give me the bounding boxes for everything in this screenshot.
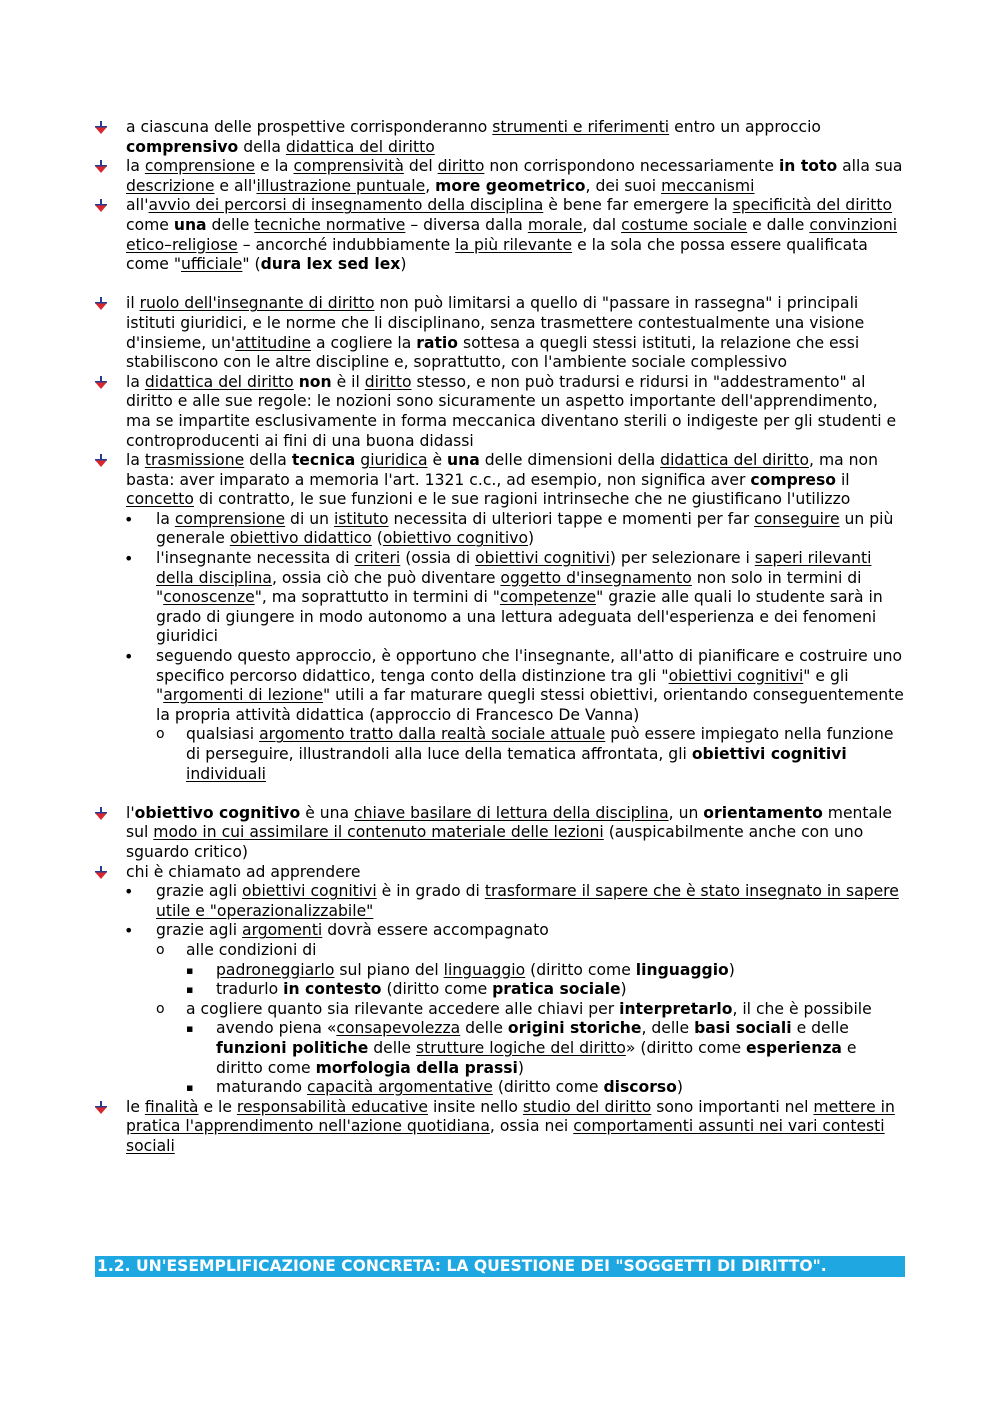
list-item: la trasmissione della tecnica giuridica è una delle dimensioni della didattica del diritto, ma non basta: aver imparato a memoria l'art. 1321 c.c., ad esempio, non significa aver compreso il concetto di contratto, le sue funzioni e le sue ragioni intrinseche che ne giustificano l'utilizzo bbox=[0, 451, 1000, 510]
list-item: • grazie agli obiettivi cognitivi è in grado di trasformare il sapere che è stato insegnato in sapere utile e "operazionalizzabile" bbox=[124, 882, 899, 920]
list-item: ▪ maturando capacità argomentative (diritto come discorso) bbox=[186, 1078, 683, 1097]
list-item: • la comprensione di un istituto necessita di ulteriori tappe e momenti per far conseguire un più generale obiettivo didattico (obiettivo cognitivo) bbox=[124, 509, 894, 548]
list-item: la comprensione e la comprensività del diritto non corrispondono necessariamente in toto alla sua descrizione e all'illustrazione puntuale, more geometrico, dei suoi meccanismi bbox=[0, 157, 1000, 196]
list-item: ▪ tradurlo in contesto (diritto come pratica sociale) bbox=[186, 980, 627, 999]
down-arrow-bullet-icon bbox=[95, 121, 107, 134]
list-item: chi è chiamato ad apprendere bbox=[0, 863, 1000, 883]
section-heading: 1.2. UN'ESEMPLIFICAZIONE CONCRETA: LA QUESTIONE DEI "SOGGETTI DI DIRITTO". bbox=[95, 1256, 905, 1277]
list-item: ▪ padroneggiarlo sul piano del linguaggio (diritto come linguaggio) bbox=[186, 960, 735, 979]
list-item: l'obiettivo cognitivo è una chiave basilare di lettura della disciplina, un orientamento mentale sul modo in cui assimilare il contenuto materiale delle lezioni (auspicabilmente anche con uno sguardo critico) bbox=[0, 804, 1000, 863]
down-arrow-bullet-icon bbox=[95, 1101, 107, 1114]
bullet-square: ▪ bbox=[186, 1022, 194, 1036]
down-arrow-bullet-icon bbox=[95, 160, 107, 173]
bullet-circle: o bbox=[156, 1000, 165, 1017]
list-item: o a cogliere quanto sia rilevante accedere alle chiavi per interpretarlo, il che è possibile bbox=[156, 999, 872, 1018]
bullet-dot: • bbox=[124, 549, 134, 569]
bullet-dot: • bbox=[124, 882, 134, 902]
list-item: a ciascuna delle prospettive corrisponderanno strumenti e riferimenti entro un approccio comprensivo della didattica del diritto bbox=[0, 118, 1000, 157]
down-arrow-bullet-icon bbox=[95, 454, 107, 467]
down-arrow-bullet-icon bbox=[95, 376, 107, 389]
list-item: il ruolo dell'insegnante di diritto non può limitarsi a quello di "passare in rassegna" i principali istituti giuridici, e le norme che li disciplinano, senza trasmettere contestualmente una visione d'insieme, un'attitudine a cogliere la ratio sottesa a quegli stessi istituti, la relazione che essi stabiliscono con le altre discipline e, soprattutto, con l'ambiente sociale complessivo bbox=[0, 294, 1000, 372]
list-item: le finalità e le responsabilità educative insite nello studio del diritto sono importanti nel mettere in pratica l'apprendimento nell'azione quotidiana, ossia nei comportamenti assunti nei vari contesti sociali bbox=[0, 1098, 1000, 1157]
down-arrow-bullet-icon bbox=[95, 866, 107, 879]
list-item: all'avvio dei percorsi di insegnamento della disciplina è bene far emergere la specificità del diritto come una delle tecniche normative – diversa dalla morale, dal costume sociale e dalle convinzioni etico–religiose – ancorché indubbiamente la più rilevante e la sola che possa essere qualificata come "ufficiale" (dura lex sed lex) bbox=[0, 196, 1000, 274]
down-arrow-bullet-icon bbox=[95, 199, 107, 212]
down-arrow-bullet-icon bbox=[95, 297, 107, 310]
bullet-square: ▪ bbox=[186, 963, 194, 977]
bullet-dot: • bbox=[124, 647, 134, 667]
list-item: la didattica del diritto non è il diritto stesso, e non può tradursi e ridursi in "addestramento" al diritto e alle sue regole: le nozioni sono sicuramente un aspetto importante dell'apprendimento, ma se impartite esclusivamente in forma meccanica diventano sterili o indigeste per gli studenti e controproducenti ai fini di una buona didassi bbox=[0, 373, 1000, 451]
list-item: ▪ avendo piena «consapevolezza delle origini storiche, delle basi sociali e delle funzioni politiche delle strutture logiche del diritto» (diritto come esperienza e diritto come morfologia della prassi) bbox=[186, 1019, 857, 1077]
bullet-square: ▪ bbox=[186, 983, 194, 997]
bullet-circle: o bbox=[156, 941, 165, 958]
down-arrow-bullet-icon bbox=[95, 807, 107, 820]
bullet-square: ▪ bbox=[186, 1081, 194, 1095]
bullet-circle: o bbox=[156, 726, 165, 743]
list-item: o qualsiasi argomento tratto dalla realtà sociale attuale può essere impiegato nella funzione di perseguire, illustrandoli alla luce della tematica affrontata, gli obiettivi cognitivi individuali bbox=[156, 725, 894, 783]
list-item: o alle condizioni di bbox=[156, 940, 317, 959]
list-item: • l'insegnante necessita di criteri (ossia di obiettivi cognitivi) per selezionare i saperi rilevanti della disciplina, ossia ciò che può diventare oggetto d'insegnamento non solo in termini di "conoscenze", ma soprattutto in termini di "competenze" grazie alle quali lo studente sarà in grado di giungere in modo autonomo a una lettura adeguata dell'esperienza e dei fenomeni giuridici bbox=[124, 549, 883, 646]
bullet-dot: • bbox=[124, 921, 134, 941]
document-body bbox=[0, 118, 1000, 1156]
list-item: • seguendo questo approccio, è opportuno che l'insegnante, all'atto di pianificare e costruire uno specifico percorso didattico, tenga conto della distinzione tra gli "obiettivi cognitivi" e gli "argomenti di lezione" utili a far maturare quegli stessi obiettivi, orientando conseguentemente la propria attività didattica (approccio di Francesco De Vanna) bbox=[124, 647, 904, 724]
list-item: • grazie agli argomenti dovrà essere accompagnato bbox=[124, 921, 549, 941]
bullet-dot: • bbox=[124, 509, 134, 529]
